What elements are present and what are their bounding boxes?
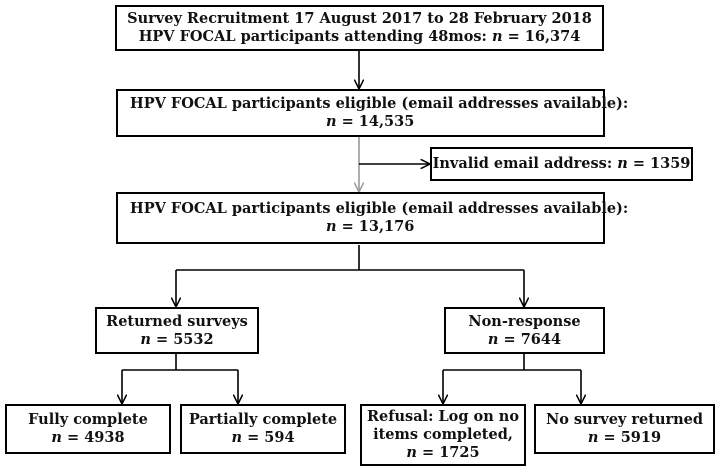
eligible-box-1	[116, 89, 629, 137]
partially-complete-count: n = 594	[231, 429, 295, 446]
invalid-email-box	[430, 147, 693, 181]
refusal-box	[360, 404, 526, 466]
eligible-2-title: HPV FOCAL participants eligible (email addresses available):	[130, 200, 629, 217]
refusal-line-2: items completed,	[373, 426, 513, 443]
no-survey-returned-count: n = 5919	[587, 429, 662, 446]
eligible-2-count: n = 13,176	[326, 218, 415, 235]
non-response-count: n = 7644	[487, 330, 562, 348]
fully-complete-title: Fully complete	[28, 411, 148, 428]
no-survey-returned-box	[534, 404, 715, 454]
fully-complete-box	[5, 404, 171, 454]
returned-surveys-title: Returned surveys	[106, 312, 248, 330]
partially-complete-box	[180, 404, 346, 454]
no-survey-returned-title: No survey returned	[545, 411, 704, 428]
partially-complete-title: Partially complete	[188, 411, 338, 428]
eligible-1-count: n = 14,535	[326, 113, 415, 130]
recruitment-box	[115, 5, 604, 51]
non-response-box	[444, 307, 605, 354]
returned-surveys-count: n = 5532	[140, 330, 214, 348]
fully-complete-count: n = 4938	[51, 429, 125, 446]
recruitment-count: HPV FOCAL participants attending 48mos: n = 16,374	[138, 28, 581, 45]
returned-surveys-box	[95, 307, 259, 354]
refusal-line-1: Refusal: Log on no	[366, 408, 520, 425]
invalid-email-text: Invalid email address: n = 1359	[432, 155, 691, 172]
recruitment-title: Survey Recruitment 17 August 2017 to 28 February 2018	[127, 10, 592, 27]
refusal-count: n = 1725	[406, 444, 480, 461]
eligible-box-2	[116, 192, 629, 244]
eligible-1-title: HPV FOCAL participants eligible (email addresses available):	[130, 95, 629, 112]
non-response-title: Non-response	[468, 312, 581, 330]
